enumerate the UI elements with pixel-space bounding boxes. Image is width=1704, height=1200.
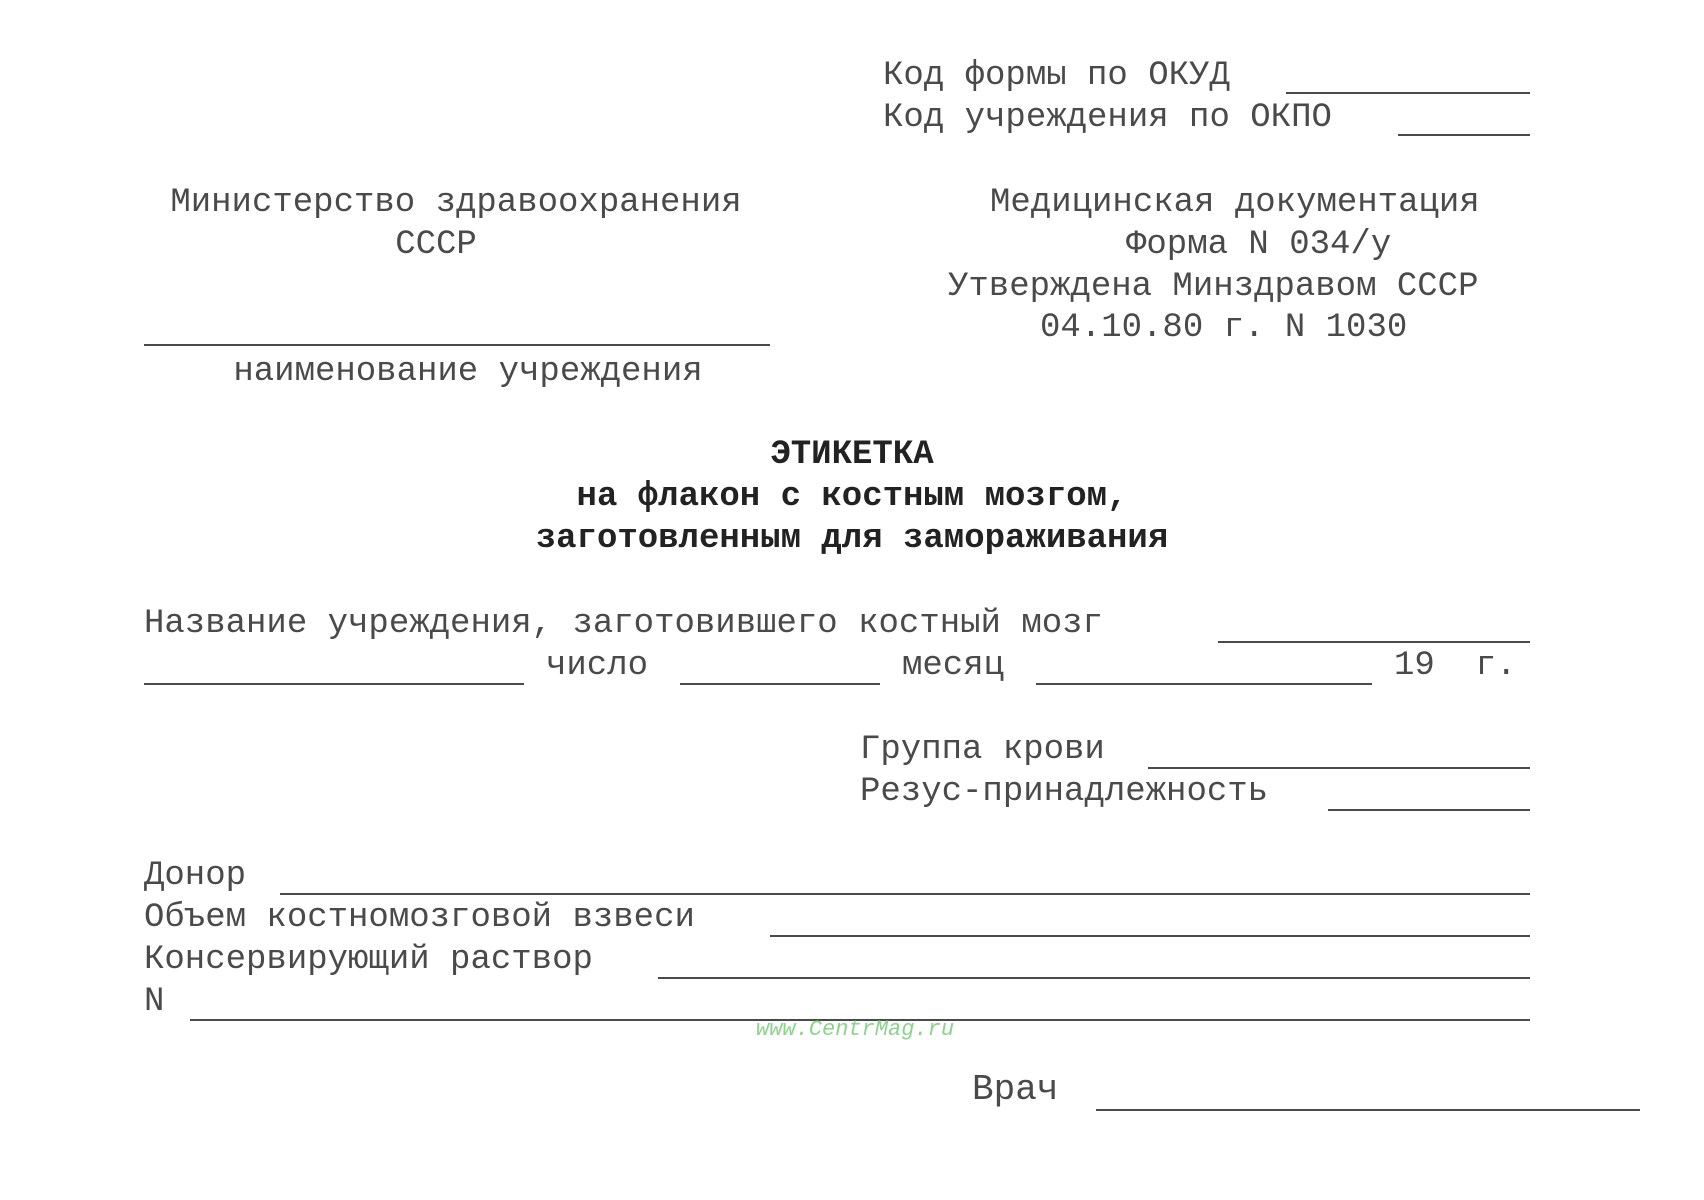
med-doc-line1: Медицинская документация [990,184,1480,222]
title-line2: на флакон с костным мозгом, [576,478,1128,516]
preparing-institution-label: Название учреждения, заготовившего костный мозг [144,605,1103,643]
month-field-line[interactable] [1036,683,1372,685]
blood-group-label: Группа крови [860,731,1105,769]
rhesus-label: Резус-принадлежность [860,773,1269,811]
preparing-institution-line-2[interactable] [144,683,524,685]
ministry-line1: Министерство здравоохранения [170,184,742,222]
form-number: Форма N 034/у [1126,226,1392,264]
okpo-field-line[interactable] [1398,134,1530,136]
ministry-line2: СССР [395,226,477,264]
watermark-text: www.CentrMag.ru [756,1017,955,1042]
preparing-institution-line[interactable] [1218,641,1530,643]
preservative-field-line[interactable] [658,977,1530,979]
okud-label: Код формы по ОКУД [883,57,1230,95]
approval-date: 04.10.80 г. N 1030 [1040,309,1408,347]
preservative-label: Консервирующий раствор [144,941,593,979]
day-field-line[interactable] [680,683,880,685]
donor-label: Донор [144,857,247,895]
okpo-label: Код учреждения по ОКПО [883,99,1332,137]
okud-field-line[interactable] [1286,92,1530,94]
doctor-signature-line[interactable] [1096,1109,1640,1111]
year-label: 19 г. [1394,647,1517,685]
institution-caption: наименование учреждения [233,353,703,391]
month-label: месяц [902,647,1005,685]
doctor-label: Врач [972,1069,1059,1110]
volume-field-line[interactable] [770,935,1530,937]
number-label: N [144,983,165,1021]
volume-label: Объем костномозговой взвеси [144,899,695,937]
blood-group-field-line[interactable] [1148,767,1530,769]
title-line3: заготовленным для замораживания [535,520,1169,558]
institution-name-line[interactable] [144,344,770,346]
donor-field-line[interactable] [280,893,1530,895]
title-line1: ЭТИКЕТКА [770,436,934,474]
approved-by: Утверждена Минздравом СССР [948,268,1479,306]
rhesus-field-line[interactable] [1328,809,1530,811]
day-label: число [546,647,649,685]
